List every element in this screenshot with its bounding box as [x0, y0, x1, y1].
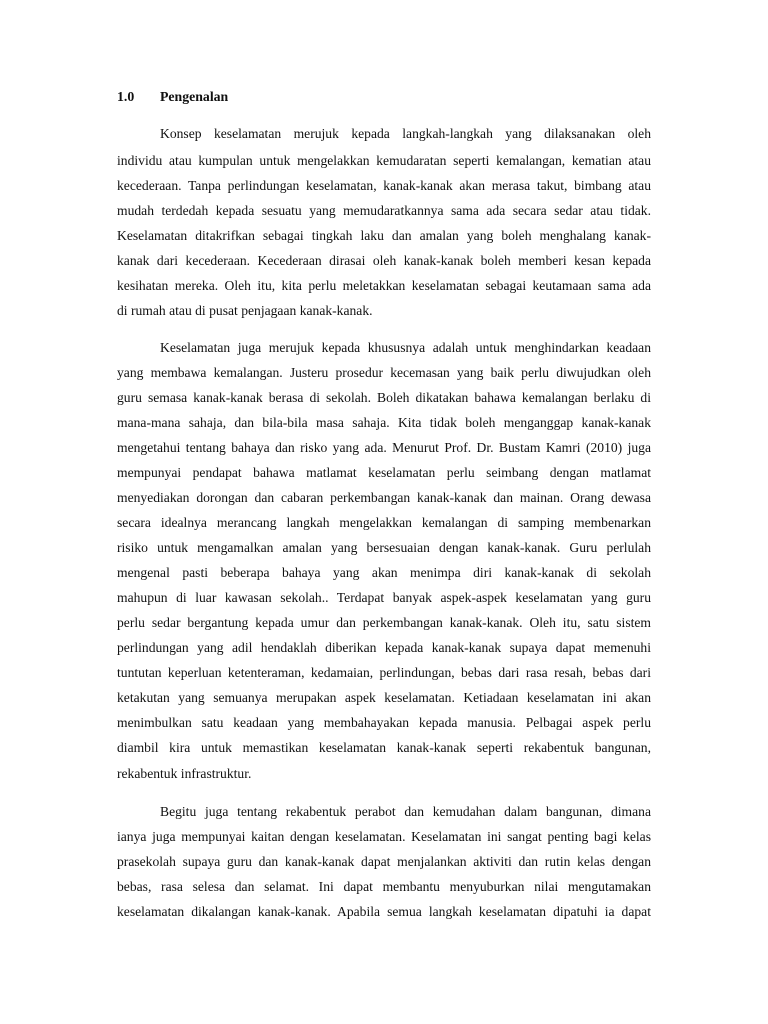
paragraph-line: mahupun di luar kawasan sekolah.. Terdapat banyak aspek-aspek keselamatan yang guru [117, 590, 651, 605]
paragraph-line: yang membawa kemalangan. Justeru prosedur kecemasan yang baik perlu diwujudkan oleh [117, 365, 651, 380]
section-number: 1.0 [117, 89, 135, 104]
paragraph-line: Keselamatan ditakrifkan sebagai tingkah laku dan amalan yang boleh menghalang kanak- [117, 228, 651, 243]
paragraph-line: kanak dari kecederaan. Kecederaan dirasai oleh kanak-kanak boleh memberi kesan kepada [117, 253, 651, 268]
paragraph-line: mempunyai pendapat bahawa matlamat keselamatan perlu seimbang dengan matlamat [117, 465, 651, 480]
paragraph-line: mudah terdedah kepada sesuatu yang memudaratkannya sama ada secara sedar atau tidak. [117, 203, 651, 218]
paragraph-line: di rumah atau di pusat penjagaan kanak-kanak. [117, 303, 373, 318]
section-title: Pengenalan [160, 89, 229, 104]
paragraph-line: prasekolah supaya guru dan kanak-kanak dapat menjalankan aktiviti dan rutin kelas dengan [117, 854, 651, 869]
paragraph-line: kesihatan mereka. Oleh itu, kita perlu meletakkan keselamatan sebagai keutamaan sama ada [117, 278, 651, 293]
paragraph-line: perlindungan yang adil hendaklah diberikan kepada kanak-kanak supaya dapat memenuhi [117, 640, 651, 655]
paragraph-line: Keselamatan juga merujuk kepada khususnya adalah untuk menghindarkan keadaan [160, 340, 651, 355]
paragraph-line: mengetahui tentang bahaya dan risko yang ada. Menurut Prof. Dr. Bustam Kamri (2010) juga [117, 440, 651, 455]
paragraph-line: menimbulkan satu keadaan yang membahayakan kepada manusia. Pelbagai aspek perlu [117, 715, 651, 730]
paragraph-line: individu atau kumpulan untuk mengelakkan kemudaratan seperti kemalangan, kematian atau [117, 153, 651, 168]
paragraph-line: keselamatan dikalangan kanak-kanak. Apabila semua langkah keselamatan dipatuhi ia dapat [117, 904, 651, 919]
paragraph-line: diambil kira untuk memastikan keselamatan kanak-kanak seperti rekabentuk bangunan, [117, 740, 651, 755]
paragraph-line: kecederaan. Tanpa perlindungan keselamatan, kanak-kanak akan merasa takut, bimbang atau [117, 178, 651, 193]
paragraph-line: bebas, rasa selesa dan selamat. Ini dapat membantu menyuburkan nilai mengutamakan [117, 879, 651, 894]
section-heading [117, 88, 228, 106]
paragraph-line: risiko untuk mengamalkan amalan yang bersesuaian dengan kanak-kanak. Guru perlulah [117, 540, 651, 555]
paragraph-line: rekabentuk infrastruktur. [117, 766, 252, 781]
paragraph-line: Konsep keselamatan merujuk kepada langkah-langkah yang dilaksanakan oleh [160, 126, 651, 141]
paragraph-line: guru semasa kanak-kanak berasa di sekolah. Boleh dikatakan bahawa kemalangan berlaku di [117, 390, 651, 405]
paragraph-line: menyediakan dorongan dan cabaran perkembangan kanak-kanak dan mainan. Orang dewasa [117, 490, 651, 505]
paragraph-line: mana-mana sahaja, dan bila-bila masa sahaja. Kita tidak boleh menganggap kanak-kanak [117, 415, 651, 430]
paragraph-line: Begitu juga tentang rekabentuk perabot dan kemudahan dalam bangunan, dimana [160, 804, 651, 819]
paragraph-line: secara idealnya merancang langkah mengelakkan kemalangan di samping membenarkan [117, 515, 651, 530]
paragraph-line: mengenal pasti beberapa bahaya yang akan menimpa diri kanak-kanak di sekolah [117, 565, 651, 580]
paragraph-line: ianya juga mempunyai kaitan dengan keselamatan. Keselamatan ini sangat penting bagi kelas [117, 829, 651, 844]
paragraph-line: tuntutan keperluan ketenteraman, kedamaian, perlindungan, bebas dari rasa resah, bebas dari [117, 665, 651, 680]
paragraph-line: ketakutan yang semuanya merupakan aspek keselamatan. Ketiadaan keselamatan ini akan [117, 690, 651, 705]
paragraph-line: perlu sedar bergantung kepada umur dan perkembangan kanak-kanak. Oleh itu, satu sistem [117, 615, 651, 630]
